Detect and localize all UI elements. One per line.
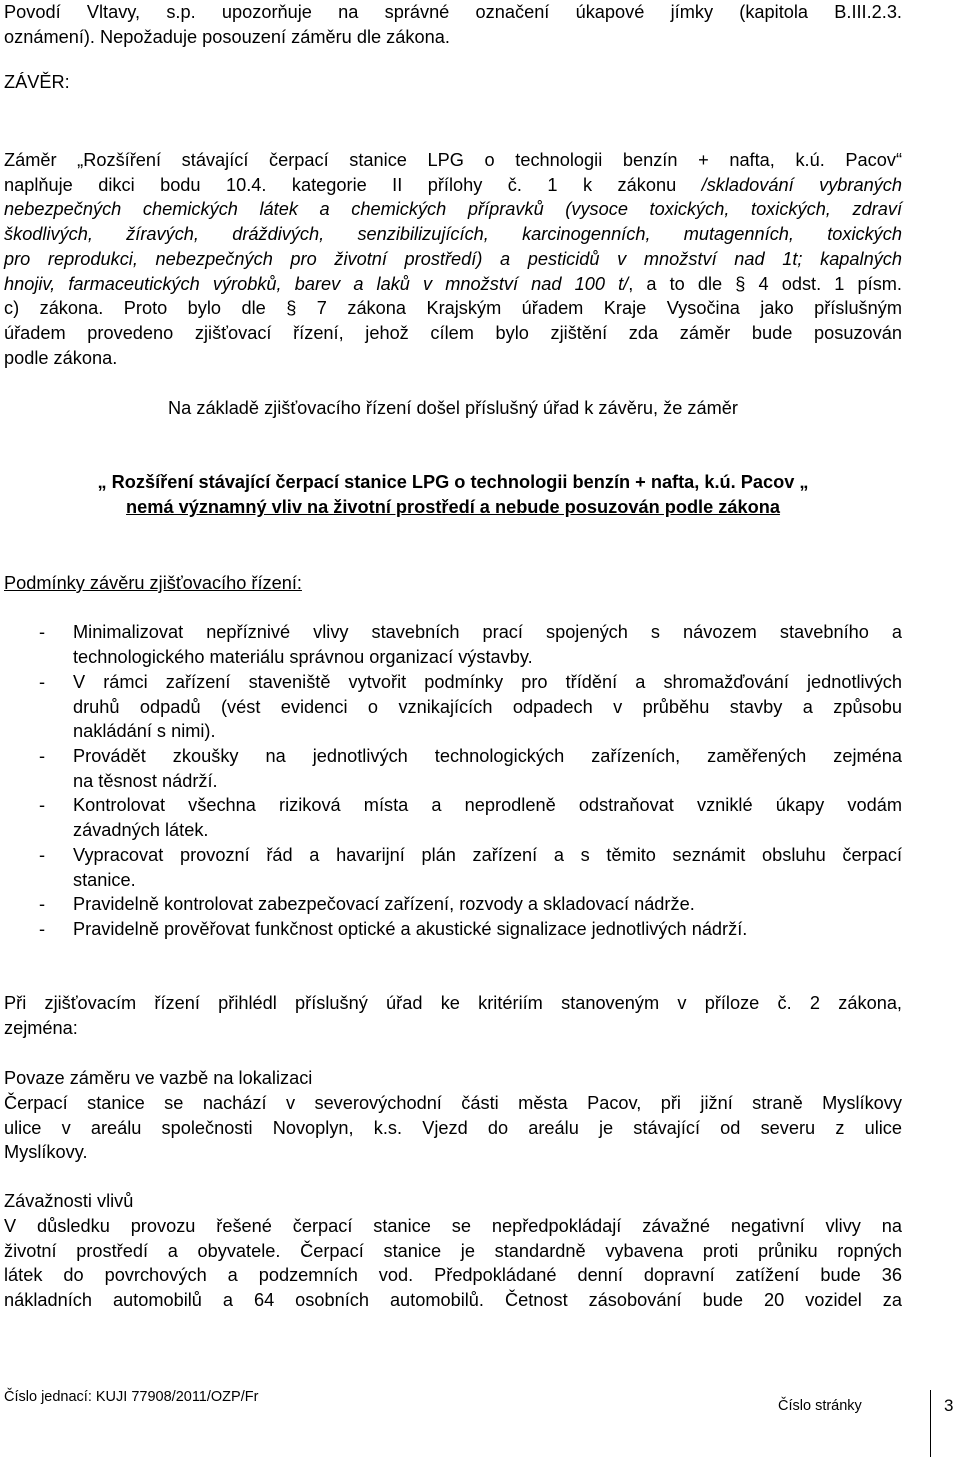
criteria-paragraph: [4, 991, 902, 1040]
verdict-statement: nemá významný vliv na životní prostředí a nebude posuzován podle zákona: [126, 497, 780, 517]
conclusion-line-7-a: c) zákona.: [4, 298, 104, 319]
conclusion-line-7-b: Proto bylo dle § 7 zákona Krajským úřadem Kraje Vysočina jako příslušným: [103, 298, 903, 319]
conclusion-line-7: [4, 296, 902, 321]
conclusion-line-3: nebezpečných chemických látek a chemických přípravků (vysoce toxických, toxických, zdraví: [4, 199, 902, 220]
location-paragraph: [4, 1091, 902, 1165]
list-bullet: -: [39, 672, 46, 692]
list-bullet: -: [39, 622, 46, 642]
conclusion-line-2: [4, 173, 902, 198]
conclusion-line-5: pro reprodukci, nebezpečných pro životní prostředí) a pesticidů v množství nad 1t; kapalných: [4, 248, 902, 269]
criteria-line-2: zejména:: [4, 1017, 78, 1038]
impacts-paragraph: [4, 1214, 902, 1313]
condition-text: [73, 843, 902, 892]
list-bullet: -: [39, 746, 46, 766]
condition-item-3: [4, 744, 902, 793]
location-heading: Povaze záměru ve vazbě na lokalizaci: [4, 1068, 313, 1088]
verdict-intro: Na základě zjišťovacího řízení došel příslušný úřad k závěru, že záměr: [168, 398, 738, 418]
footer-page-number: 3: [944, 1396, 954, 1415]
footer-divider: [930, 1390, 931, 1457]
conclusion-line-2-normal: naplňuje dikci bodu 10.4. kategorie II přílohy č. 1 k zákonu: [4, 174, 702, 195]
conclusion-paragraph: [4, 148, 902, 370]
conclusion-line-2-italic: /skladování vybraných: [701, 174, 902, 195]
condition-item-7: [4, 917, 902, 942]
impacts-heading: Závažnosti vlivů: [4, 1191, 134, 1211]
conclusion-line-6-italic: hnojiv, farmaceutických výrobků, barev a laků v množství nad 100 t/: [4, 273, 629, 294]
condition-1-line-a: Minimalizovat nepříznivé vlivy stavebních prací spojených s návozem stavebního a: [73, 622, 902, 642]
condition-item-5: [4, 843, 902, 892]
condition-3-line-b: na těsnost nádrží.: [73, 770, 218, 791]
condition-item-1: [4, 620, 902, 669]
intro-line-1: Povodí Vltavy, s.p. upozorňuje na správné označení úkapové jímky (kapitola B.III.2.3.: [4, 2, 902, 22]
conclusion-line-9: podle zákona.: [4, 347, 118, 368]
condition-item-4: [4, 793, 902, 842]
condition-2-line-c: nakládání s nimi).: [73, 721, 216, 742]
verdict-title: „ Rozšíření stávající čerpací stanice LPG o technologii benzín + nafta, k.ú. Pacov „: [97, 472, 809, 492]
condition-1-line-b: technologického materiálu správnou organizací výstavby.: [73, 646, 533, 667]
criteria-line-1: Při zjišťovacím řízení přihlédl příslušný úřad ke kritériím stanoveným v příloze č. 2 zákona,: [4, 993, 902, 1013]
conclusion-line-8: úřadem provedeno zjišťovací řízení, jehož cílem bylo zjištění zda záměr bude posuzován: [4, 322, 902, 343]
footer-page-label: Číslo stránky: [778, 1398, 862, 1414]
condition-text: [73, 917, 902, 942]
conditions-heading: Podmínky závěru zjišťovacího řízení:: [4, 573, 302, 593]
impacts-line-3: látek do povrchových a podzemních vod. Předpokládané denní dopravní zatížení bude 36: [4, 1265, 902, 1286]
condition-item-2: [4, 670, 902, 744]
footer-reference: [4, 1389, 258, 1405]
condition-2-line-a: V rámci zařízení staveniště vytvořit podmínky pro třídění a shromažďování jednotlivých: [73, 672, 902, 692]
condition-7-line-a: Pravidelně prověřovat funkčnost optické a akustické signalizace jednotlivých nádrží.: [73, 919, 748, 939]
location-line-3: Myslíkovy.: [4, 1142, 88, 1163]
condition-item-6: [4, 892, 902, 917]
condition-text: [73, 670, 902, 744]
conclusion-line-6-normal: , a to dle § 4 odst. 1 písm.: [628, 273, 902, 294]
conclusion-heading: ZÁVĚR:: [4, 72, 70, 92]
footer-ref-label: Číslo jednací:: [4, 1389, 92, 1405]
condition-5-line-a: Vypracovat provozní řád a havarijní plán zařízení a s těmito seznámit obsluhu čerpací: [73, 845, 902, 865]
conclusion-line-4: škodlivých, žíravých, dráždivých, senzibilizujících, karcinogenních, mutagenních, toxických: [4, 224, 902, 245]
intro-paragraph: [4, 0, 902, 49]
condition-text: [73, 744, 902, 793]
intro-line-2: oznámení). Nepožaduje posouzení záměru dle zákona.: [4, 26, 450, 47]
conclusion-line-6: [4, 272, 902, 297]
condition-6-line-a: Pravidelně kontrolovat zabezpečovací zařízení, rozvody a skladovací nádrže.: [73, 894, 695, 914]
condition-3-line-a: Provádět zkoušky na jednotlivých technologických zařízeních, zaměřených zejména: [73, 746, 902, 766]
condition-text: [73, 620, 902, 669]
condition-4-line-a: Kontrolovat všechna riziková místa a neprodleně odstraňovat vzniklé úkapy vodám: [73, 795, 902, 815]
list-bullet: -: [39, 894, 46, 914]
location-line-2: ulice v areálu společnosti Novoplyn, k.s. Vjezd do areálu je stávající od severu z ulice: [4, 1117, 902, 1138]
location-line-1: Čerpací stanice se nachází v severovýchodní části města Pacov, při jižní straně Myslíkovy: [4, 1093, 902, 1113]
condition-2-line-b: druhů odpadů (vést evidenci o vznikajících odpadech v průběhu stavby a způsobu: [73, 696, 902, 717]
condition-text: [73, 892, 902, 917]
list-bullet: -: [39, 919, 46, 939]
impacts-line-1: V důsledku provozu řešené čerpací stanice se nepředpokládají závažné negativní vlivy na: [4, 1216, 902, 1236]
condition-5-line-b: stanice.: [73, 869, 136, 890]
impacts-line-2: životní prostředí a obyvatele. Čerpací stanice je standardně vybavena proti průniku ropných: [4, 1240, 902, 1261]
impacts-line-4: nákladních automobilů a 64 osobních automobilů. Četnost zásobování bude 20 vozidel za: [4, 1290, 902, 1311]
conclusion-line-1: Záměr „Rozšíření stávající čerpací stanice LPG o technologii benzín + nafta, k.ú. Pacov“: [4, 150, 902, 170]
list-bullet: -: [39, 845, 46, 865]
footer-ref-value: KUJI 77908/2011/OZP/Fr: [95, 1389, 259, 1405]
list-bullet: -: [39, 795, 46, 815]
condition-4-line-b: závadných látek.: [73, 819, 209, 840]
condition-text: [73, 793, 902, 842]
